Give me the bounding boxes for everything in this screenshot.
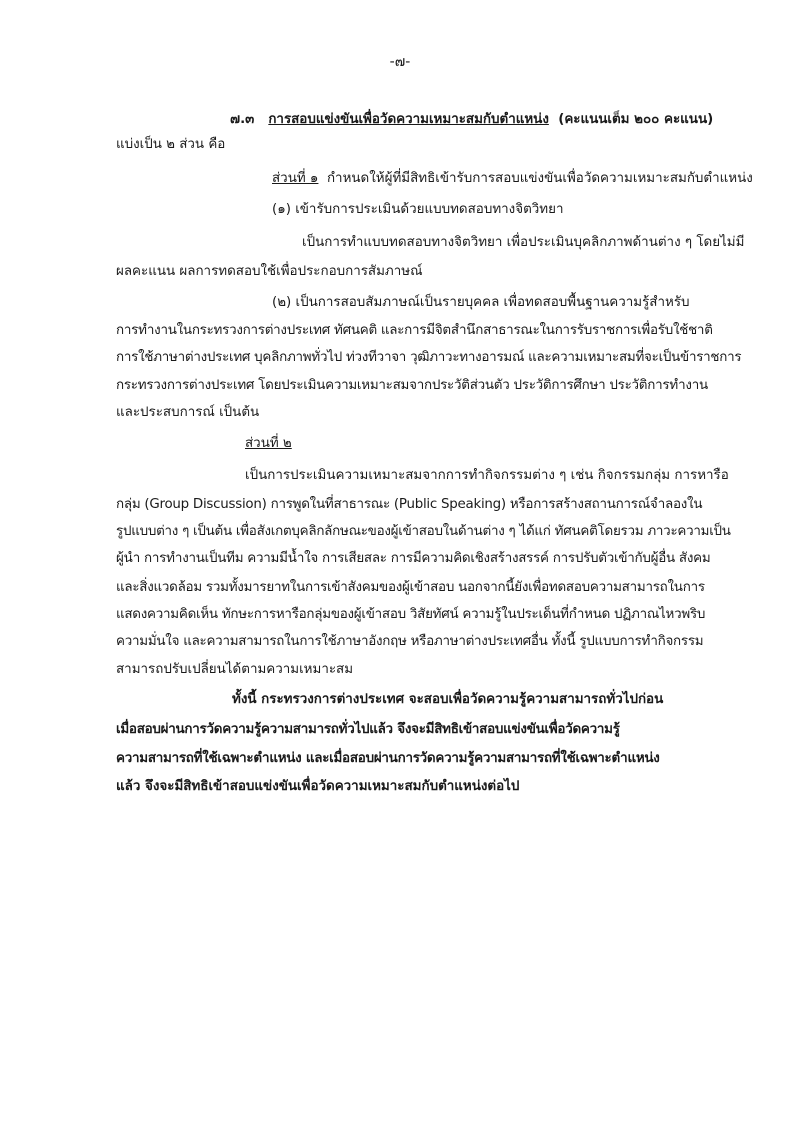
part2-line: ผู้นำ การทำงานเป็นทีม ความมีน้ำใจ การเสียสละ การมีความคิดเชิงสร้างสรรค์ การปรับตัวเข้ากับผู้อื่น สังคม	[116, 551, 711, 566]
part2-line: สามารถปรับเปลี่ยนได้ตามความเหมาะสม	[116, 662, 354, 677]
part1-heading-text: กำหนดให้ผู้ที่มีสิทธิเข้ารับการสอบแข่งขันเพื่อวัดความเหมาะสมกับตำแหน่ง	[326, 171, 753, 186]
part2-heading: ส่วนที่ ๒	[245, 436, 292, 451]
conclusion-line: เมื่อสอบผ่านการวัดความรู้ความสามารถทั่วไปแล้ว จึงจะมีสิทธิเข้าสอบแข่งขันเพื่อวัดความรู้	[116, 722, 620, 737]
part1-item2-line: การทำงานในกระทรวงการต่างประเทศ ทัศนคติ และการมีจิตสำนึกสาธารณะในการรับราชการเพื่อรับใช้ชาติ	[116, 323, 713, 338]
part1-item2-line: (๒) เป็นการสอบสัมภาษณ์เป็นรายบุคคล เพื่อทดสอบพื้นฐานความรู้สำหรับ	[272, 295, 690, 310]
part1-item1-line: เป็นการทำแบบทดสอบทางจิตวิทยา เพื่อประเมินบุคลิกภาพด้านต่าง ๆ โดยไม่มี	[302, 235, 745, 250]
part2-line: เป็นการประเมินความเหมาะสมจากการทำกิจกรรมต่าง ๆ เช่น กิจกรรมกลุ่ม การหารือ	[245, 468, 729, 483]
part1-item1-title: (๑) เข้ารับการประเมินด้วยแบบทดสอบทางจิตวิทยา	[272, 202, 564, 217]
conclusion-line: ทั้งนี้ กระทรวงการต่างประเทศ จะสอบเพื่อวัดความรู้ความสามารถทั่วไปก่อน	[232, 692, 664, 707]
part2-line: ความมั่นใจ และความสามารถในการใช้ภาษาอังกฤษ หรือภาษาต่างประเทศอื่น ทั้งนี้ รูปแบบการทำกิจกรรม	[116, 634, 704, 649]
part2-line: กลุ่ม (Group Discussion) การพูดในที่สาธารณะ (Public Speaking) หรือการสร้างสถานการณ์จำลองใน	[116, 497, 703, 512]
section-number: ๗.๓	[230, 112, 255, 127]
part1-heading-line	[272, 169, 753, 189]
part2-line: รูปแบบต่าง ๆ เป็นต้น เพื่อสังเกตบุคลิกลักษณะของผู้เข้าสอบในด้านต่าง ๆ ได้แก่ ทัศนคติโดยรวม ภาวะความเป็น	[116, 524, 731, 539]
section-score-note: (คะแนนเต็ม ๒๐๐ คะแนน)	[558, 112, 714, 127]
part1-heading: ส่วนที่ ๑	[272, 171, 319, 186]
part1-item2-line: กระทรวงการต่างประเทศ โดยประเมินความเหมาะสมจากประวัติส่วนตัว ประวัติการศึกษา ประวัติการทำงาน	[116, 378, 708, 393]
section-title: การสอบแข่งขันเพื่อวัดความเหมาะสมกับตำแหน่ง	[268, 112, 549, 127]
part2-line: แสดงความคิดเห็น ทักษะการหารือกลุ่มของผู้เข้าสอบ วิสัยทัศน์ ความรู้ในประเด็นที่กำหนด ปฏิภาณไหวพริบ	[116, 607, 706, 622]
conclusion-line: ความสามารถที่ใช้เฉพาะตำแหน่ง และเมื่อสอบผ่านการวัดความรู้ความสามารถที่ใช้เฉพาะตำแหน่ง	[116, 751, 660, 766]
section-intro: แบ่งเป็น ๒ ส่วน คือ	[116, 137, 226, 152]
section-heading	[230, 110, 713, 130]
part1-item2-line: การใช้ภาษาต่างประเทศ บุคลิกภาพทั่วไป ท่วงทีวาจา วุฒิภาวะทางอารมณ์ และความเหมาะสมที่จะเป็นข้าราชการ	[116, 350, 742, 365]
conclusion-line: แล้ว จึงจะมีสิทธิเข้าสอบแข่งขันเพื่อวัดความเหมาะสมกับตำแหน่งต่อไป	[116, 779, 520, 794]
part1-item1-line: ผลคะแนน ผลการทดสอบใช้เพื่อประกอบการสัมภาษณ์	[116, 264, 423, 279]
part1-item2-line: และประสบการณ์ เป็นต้น	[116, 405, 260, 420]
part2-line: และสิ่งแวดล้อม รวมทั้งมารยาทในการเข้าสังคมของผู้เข้าสอบ นอกจากนี้ยังเพื่อทดสอบความสามารถในการ	[116, 580, 705, 595]
page-number: -๗-	[389, 54, 411, 70]
